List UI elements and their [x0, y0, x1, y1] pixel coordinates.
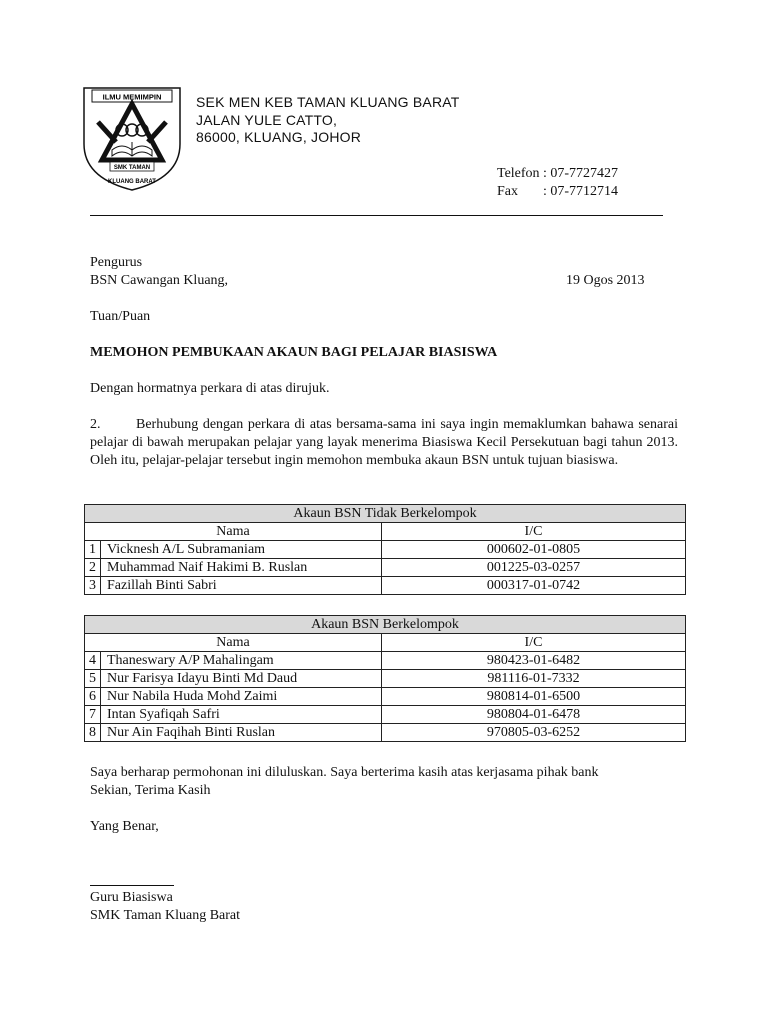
paragraph-number: 2. [90, 417, 101, 432]
address-line: 86000, KLUANG, JOHOR [196, 129, 362, 145]
phone-value: : 07-7727427 [543, 166, 619, 181]
column-header-nama: Nama [85, 634, 382, 652]
table-title: Akaun BSN Tidak Berkelompok [85, 505, 686, 523]
contact-block [497, 165, 618, 201]
table-berkelompok [84, 615, 686, 742]
school-logo [82, 86, 182, 192]
paragraph-2-text: Berhubung dengan perkara di atas bersama-sama ini saya ingin memaklumkan bahawa senarai pelajar di bawah merupakan pelajar yang layak menerima Biasiswa Kecil Persekutuan bagi tahun 2013. Oleh itu, pelajar-pelajar tersebut ingin memohon membuka akaun BSN untuk tujuan biasiswa. [90, 417, 678, 468]
signer-title: Guru Biasiswa [90, 890, 173, 905]
signer-organization: SMK Taman Kluang Barat [90, 908, 241, 923]
fax-value: : 07-7712714 [543, 184, 619, 199]
table-row: 4 Thaneswary A/P Mahalingam 980423-01-6482 [85, 652, 686, 670]
recipient-title: Pengurus [90, 255, 143, 270]
recipient-branch: BSN Cawangan Kluang, [90, 273, 229, 288]
table-row: 2 Muhammad Naif Hakimi B. Ruslan 001225-03-0257 [85, 559, 686, 577]
table-row: 1 Vicknesh A/L Subramaniam 000602-01-0805 [85, 541, 686, 559]
table-row: 7 Intan Syafiqah Safri 980804-01-6478 [85, 706, 686, 724]
logo-motto: ILMU MEMIMPIN [102, 92, 162, 102]
table-row: 6 Nur Nabila Huda Mohd Zaimi 980814-01-6500 [85, 688, 686, 706]
table-row: 8 Nur Ain Faqihah Binti Ruslan 970805-03-6252 [85, 724, 686, 742]
paragraph-2 [90, 416, 678, 470]
table-row: 3 Fazillah Binti Sabri 000317-01-0742 [85, 577, 686, 595]
closing-thanks: Sekian, Terima Kasih [90, 783, 211, 798]
address-line: SEK MEN KEB TAMAN KLUANG BARAT [196, 94, 460, 110]
header-divider [90, 215, 663, 216]
closing-line: Saya berharap permohonan ini diluluskan. Saya berterima kasih atas kerjasama pihak bank [90, 765, 599, 780]
phone-label: Telefon [497, 166, 540, 181]
paragraph-1: Dengan hormatnya perkara di atas dirujuk. [90, 381, 330, 396]
school-address [196, 94, 460, 147]
salutation: Tuan/Puan [90, 309, 151, 324]
table-tidak-berkelompok [84, 504, 686, 595]
logo-label: SMK TAMAN [113, 165, 151, 171]
sign-off: Yang Benar, [90, 819, 159, 834]
table-title: Akaun BSN Berkelompok [85, 616, 686, 634]
letter-date: 19 Ogos 2013 [566, 273, 645, 288]
subject-heading: MEMOHON PEMBUKAAN AKAUN BAGI PELAJAR BIASISWA [90, 345, 498, 360]
logo-name: KLUANG BARAT [108, 179, 156, 185]
column-header-nama: Nama [85, 523, 382, 541]
column-header-ic: I/C [382, 634, 686, 652]
column-header-ic: I/C [382, 523, 686, 541]
address-line: JALAN YULE CATTO, [196, 111, 338, 128]
signature-line [90, 885, 174, 886]
table-row: 5 Nur Farisya Idayu Binti Md Daud 981116-01-7332 [85, 670, 686, 688]
fax-label: Fax [497, 184, 518, 199]
